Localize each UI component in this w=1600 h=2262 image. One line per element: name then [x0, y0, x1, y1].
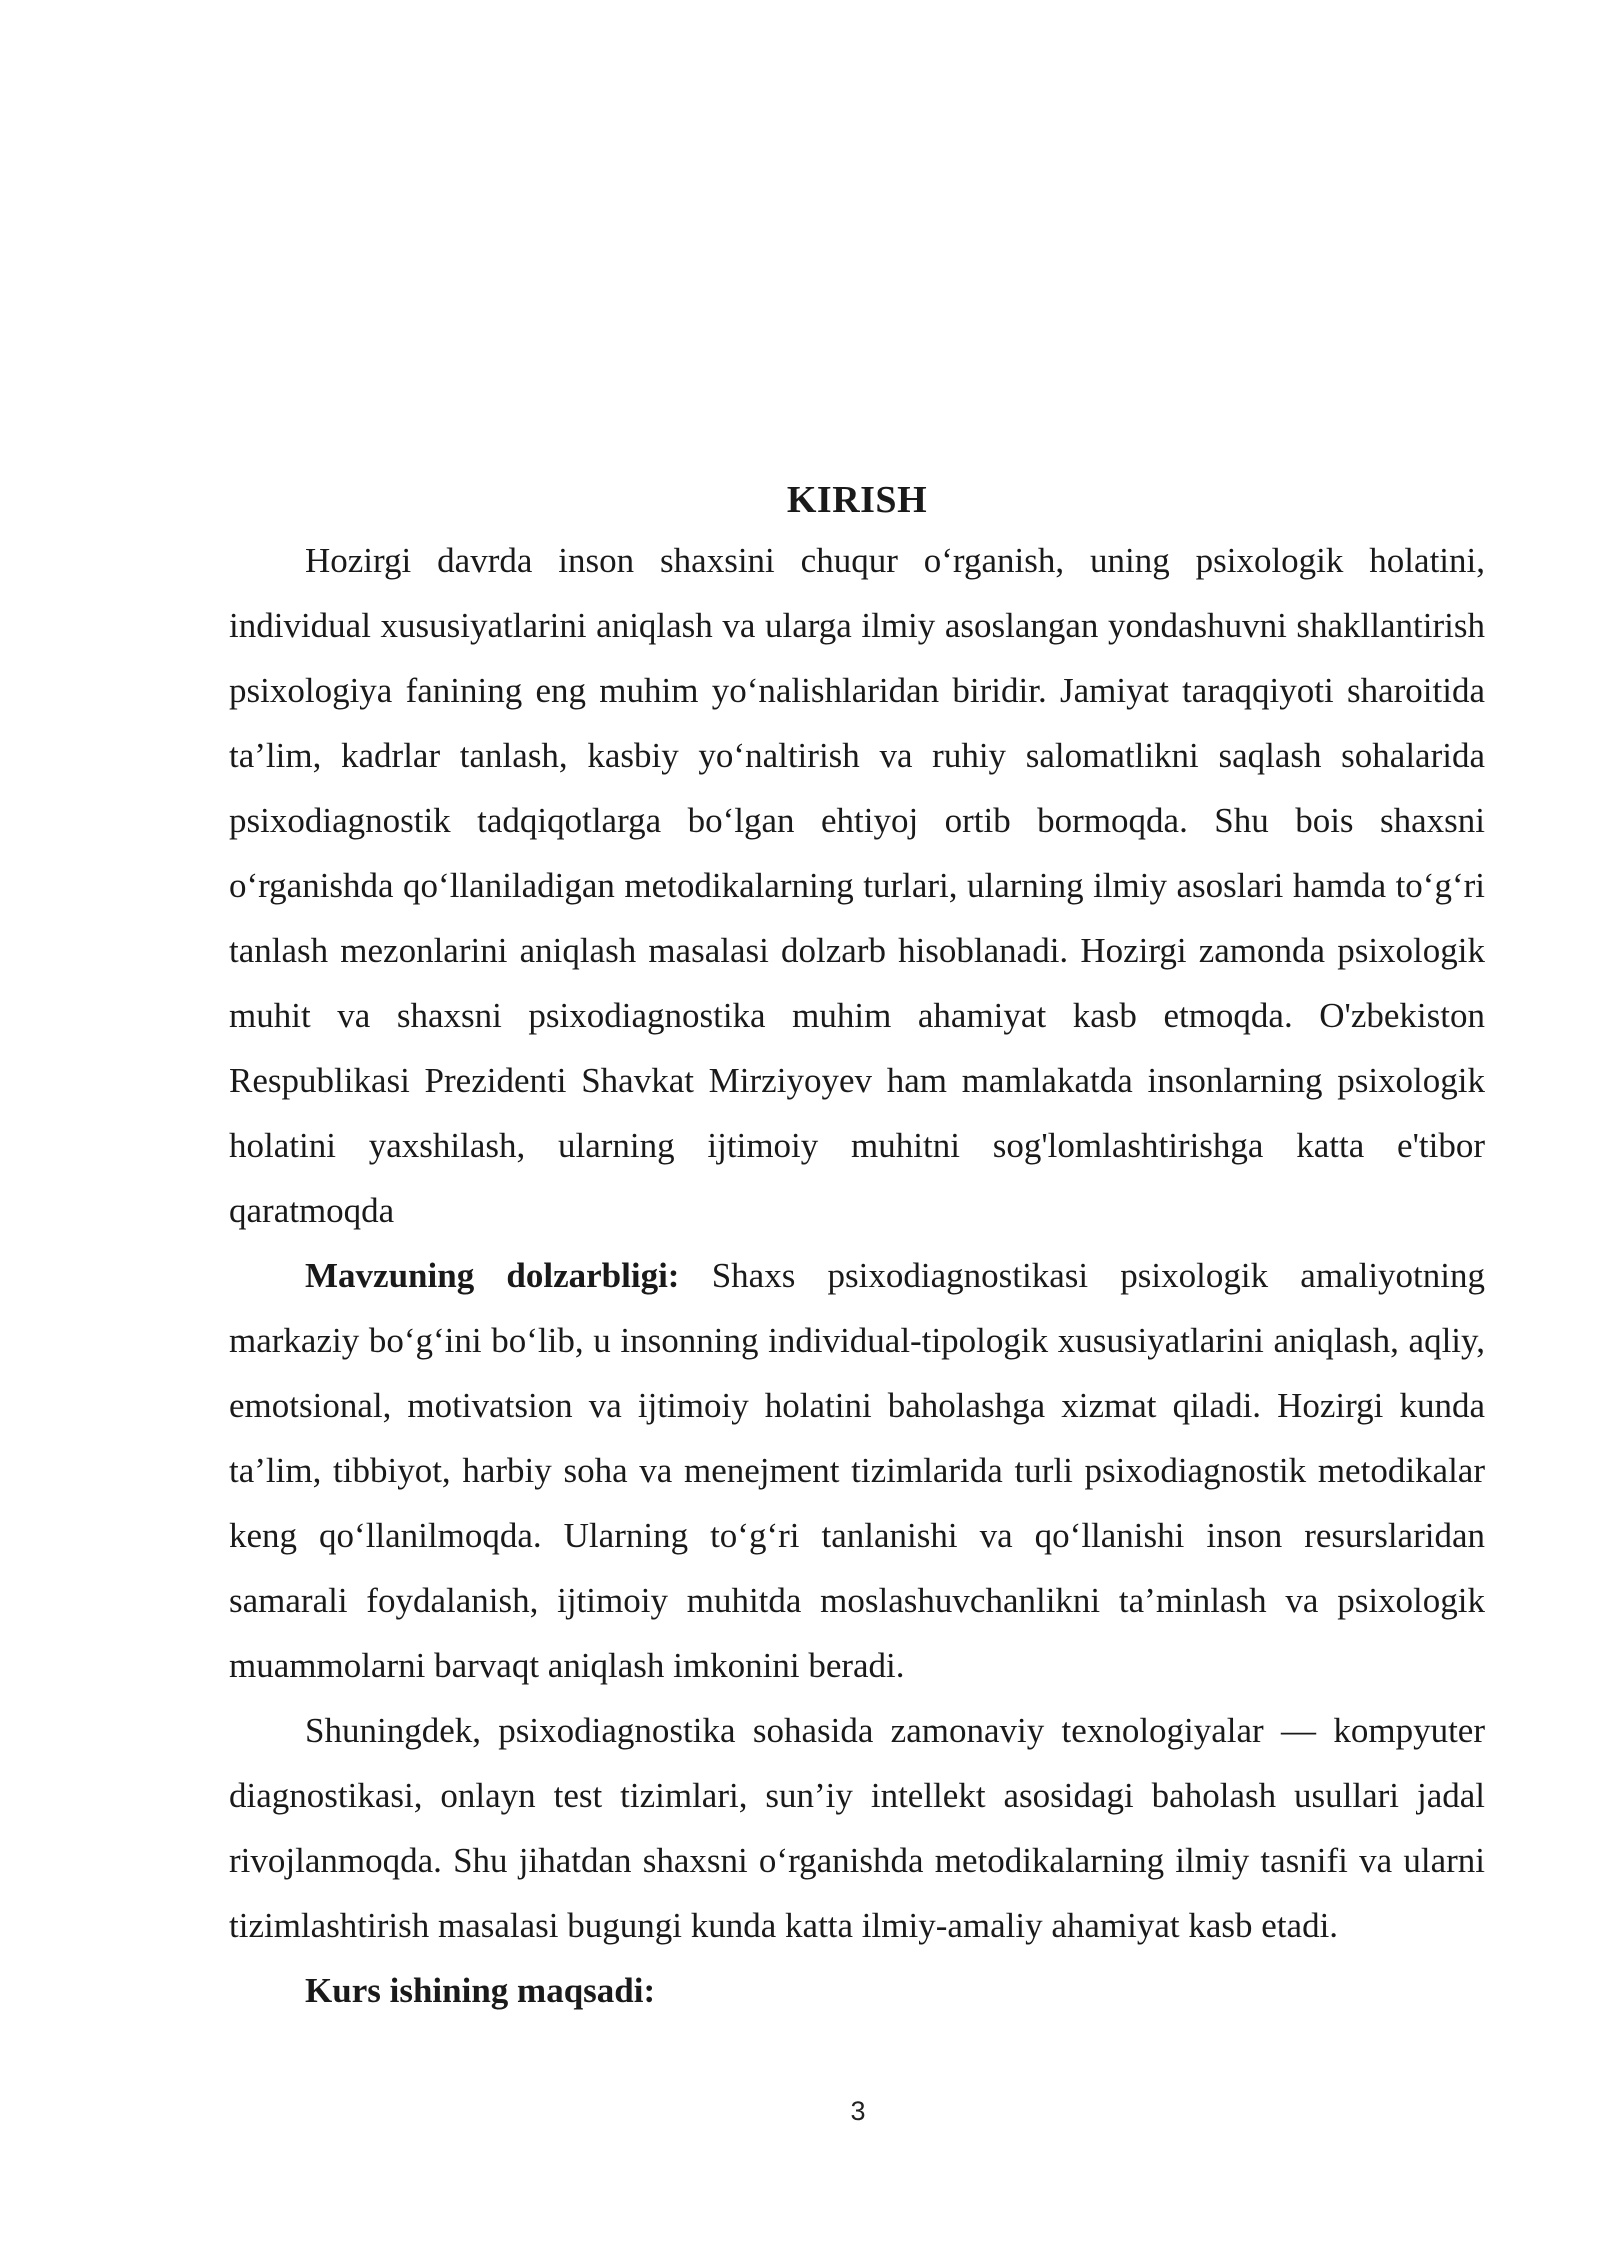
paragraph-technologies [229, 1698, 1485, 1958]
paragraph-relevance [229, 1243, 1485, 1698]
paragraph-text: Shuningdek, psixodiagnostika sohasida zamonaviy texnologiyalar — kompyuter diagnostikasi, onlayn test tizimlari, sun’iy intellekt asosidagi baholash usullari jadal rivojlanmoqda. Shu jihatdan shaxsni o‘rganishda metodikalarning ilmiy tasnifi va ularni tizimlashtirish masalasi bugungi kunda katta ilmiy-amaliy ahamiyat kasb etadi. [229, 1711, 1485, 1945]
page-number: 3 [850, 2096, 866, 2126]
page-title: KIRISH [786, 479, 928, 521]
paragraph-introduction [229, 528, 1485, 1243]
paragraph-lead: Mavzuning dolzarbligi: [305, 1256, 680, 1295]
paragraph-text: Hozirgi davrda inson shaxsini chuqur o‘rganish, uning psixologik holatini, individual xususiyatlarini aniqlash va ularga ilmiy asoslangan yondashuvni shakllantirish psixologiya fanining eng muhim yo‘nalishlaridan biridir. Jamiyat taraqqiyoti sharoitida ta’lim, kadrlar tanlash, kasbiy yo‘naltirish va ruhiy salomatlikni saqlash sohalarida psixodiagnostik tadqiqotlarga bo‘lgan ehtiyoj ortib bormoqda. Shu bois shaxsni o‘rganishda qo‘llaniladigan metodikalarning turlari, ularning ilmiy asoslari hamda to‘g‘ri tanlash mezonlarini aniqlash masalasi dolzarb hisoblanadi. Hozirgi zamonda psixologik muhit va shaxsni psixodiagnostika muhim ahamiyat kasb etmoqda. O'zbekiston Respublikasi Prezidenti Shavkat Mirziyoyev ham mamlakatda insonlarning psixologik holatini yaxshilash, ularning ijtimoiy muhitni sog'lomlashtirishga katta e'tibor qaratmoqda [229, 541, 1485, 1230]
paragraph-text: Shaxs psixodiagnostikasi psixologik amaliyotning markaziy bo‘g‘ini bo‘lib, u insonning individual-tipologik xususiyatlarini aniqlash, aqliy, emotsional, motivatsion va ijtimoiy holatini baholashga xizmat qiladi. Hozirgi kunda ta’lim, tibbiyot, harbiy soha va menejment tizimlarida turli psixodiagnostik metodikalar keng qo‘llanilmoqda. Ularning to‘g‘ri tanlanishi va qo‘llanishi inson resurslaridan samarali foydalanish, ijtimoiy muhitda moslashuvchanlikni ta’minlash va psixologik muammolarni barvaqt aniqlash imkonini beradi. [229, 1256, 1485, 1685]
page-content [229, 472, 1485, 2023]
section-subheading: Kurs ishining maqsadi: [305, 1971, 656, 2010]
